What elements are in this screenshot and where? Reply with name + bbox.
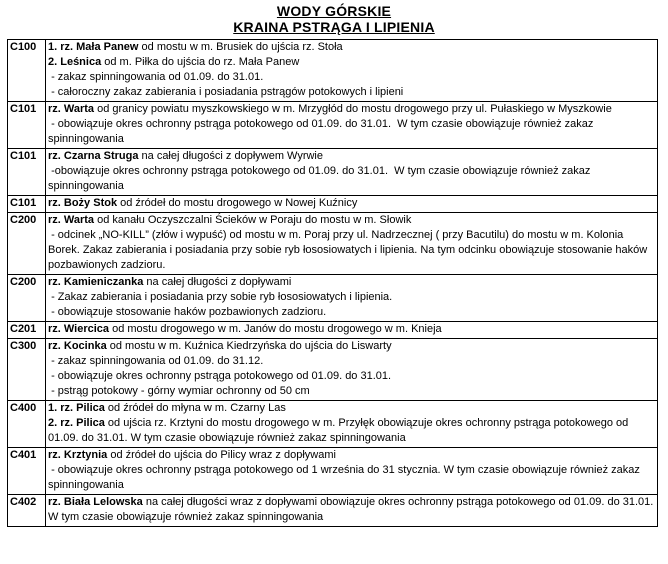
water-description xyxy=(46,339,658,401)
description-line: - obowiązuje okres ochronny pstrąga potokowego od 1 września do 31 stycznia. W tym czasie obowiązuje również zakaz spinningowania xyxy=(48,464,643,491)
description-line: rz. Biała Lelowska na całej długości wraz z dopływami obowiązuje okres ochronny pstrąga potokowego od 01.09. do 31.01. W tym czasie obowiązuje również zakaz spinningowania xyxy=(48,496,657,523)
description-line: - odcinek „NO-KILL” (złów i wypuść) od mostu w m. Poraj przy ul. Nadrzecznej ( przy Bacutilu) do mostu w m. Kolonia Borek. Zakaz zabierania i posiadania przy sobie ryb łososiowatych i lipienia. Na tym odcinku obowiązuje stosowanie haków pozbawionych zadzioru. xyxy=(48,229,651,271)
water-code: C200 xyxy=(8,275,46,322)
water-code: C300 xyxy=(8,339,46,401)
table-row xyxy=(8,401,658,448)
water-description xyxy=(46,322,658,339)
description-line: - Zakaz zabierania i posiadania przy sobie ryb łososiowatych i lipienia. xyxy=(48,291,393,303)
table-row xyxy=(8,339,658,401)
description-line: - całoroczny zakaz zabierania i posiadania pstrągów potokowych i lipieni xyxy=(48,86,404,98)
table-row xyxy=(8,322,658,339)
description-line: - obowiązuje okres ochronny pstrąga potokowego od 01.09. do 31.01. xyxy=(48,370,392,382)
table-row xyxy=(8,213,658,275)
water-description xyxy=(46,401,658,448)
water-code: C400 xyxy=(8,401,46,448)
description-line: rz. Czarna Struga na całej długości z dopływem Wyrwie xyxy=(48,150,323,162)
water-code: C401 xyxy=(8,448,46,495)
description-line: rz. Kamieniczanka na całej długości z dopływami xyxy=(48,276,292,288)
description-line: 1. rz. Mała Panew od mostu w m. Brusiek do ujścia rz. Stoła xyxy=(48,41,343,53)
fishing-regulations-table xyxy=(7,39,658,527)
water-code: C201 xyxy=(8,322,46,339)
water-description xyxy=(46,40,658,102)
description-line: 2. Leśnica od m. Piłka do ujścia do rz. Mała Panew xyxy=(48,56,300,68)
water-description xyxy=(46,149,658,196)
table-row xyxy=(8,275,658,322)
table-row xyxy=(8,196,658,213)
description-line: rz. Boży Stok od źródeł do mostu drogowego w Nowej Kuźnicy xyxy=(48,197,358,209)
table-row xyxy=(8,448,658,495)
description-line: rz. Warta od granicy powiatu myszkowskiego w m. Mrzygłód do mostu drogowego przy ul. Pułaskiego w Myszkowie xyxy=(48,103,612,115)
description-line: rz. Krztynia od źródeł do ujścia do Pilicy wraz z dopływami xyxy=(48,449,336,461)
description-line: -obowiązuje okres ochronny pstrąga potokowego od 01.09. do 31.01. W tym czasie obowiązuje również zakaz spinningowania xyxy=(48,165,594,192)
table-row xyxy=(8,40,658,102)
water-description xyxy=(46,213,658,275)
page-title: WODY GÓRSKIE xyxy=(276,3,392,19)
table-row xyxy=(8,149,658,196)
water-description xyxy=(46,448,658,495)
table-row xyxy=(8,102,658,149)
description-line: - zakaz spinningowania od 01.09. do 31.01. xyxy=(48,71,264,83)
water-description xyxy=(46,196,658,213)
water-description xyxy=(46,495,658,527)
water-code: C101 xyxy=(8,149,46,196)
page-subtitle: KRAINA PSTRĄGA I LIPIENIA xyxy=(233,19,435,35)
description-line: rz. Wiercica od mostu drogowego w m. Janów do mostu drogowego w m. Knieja xyxy=(48,323,442,335)
document-header xyxy=(0,0,668,35)
description-line: - pstrąg potokowy - górny wymiar ochronny od 50 cm xyxy=(48,385,310,397)
water-code: C101 xyxy=(8,102,46,149)
water-code: C402 xyxy=(8,495,46,527)
description-line: 2. rz. Pilica od ujścia rz. Krztyni do mostu drogowego w m. Przyłęk obowiązuje okres ochronny pstrąga potokowego od 01.09. do 31.01. W tym czasie obowiązuje również zakaz spinningowania xyxy=(48,417,632,444)
water-code: C101 xyxy=(8,196,46,213)
water-code: C100 xyxy=(8,40,46,102)
water-description xyxy=(46,275,658,322)
water-description xyxy=(46,102,658,149)
description-line: - obowiązuje okres ochronny pstrąga potokowego od 01.09. do 31.01. W tym czasie obowiązuje również zakaz spinningowania xyxy=(48,118,597,145)
description-line: 1. rz. Pilica od źródeł do młyna w m. Czarny Las xyxy=(48,402,286,414)
table-row xyxy=(8,495,658,527)
description-line: rz. Warta od kanału Oczyszczalni Ścieków w Poraju do mostu w m. Słowik xyxy=(48,214,412,226)
description-line: rz. Kocinka od mostu w m. Kuźnica Kiedrzyńska do ujścia do Liswarty xyxy=(48,340,392,352)
water-code: C200 xyxy=(8,213,46,275)
table-body xyxy=(8,40,658,527)
description-line: - obowiązuje stosowanie haków pozbawionych zadzioru. xyxy=(48,306,327,318)
description-line: - zakaz spinningowania od 01.09. do 31.12. xyxy=(48,355,264,367)
